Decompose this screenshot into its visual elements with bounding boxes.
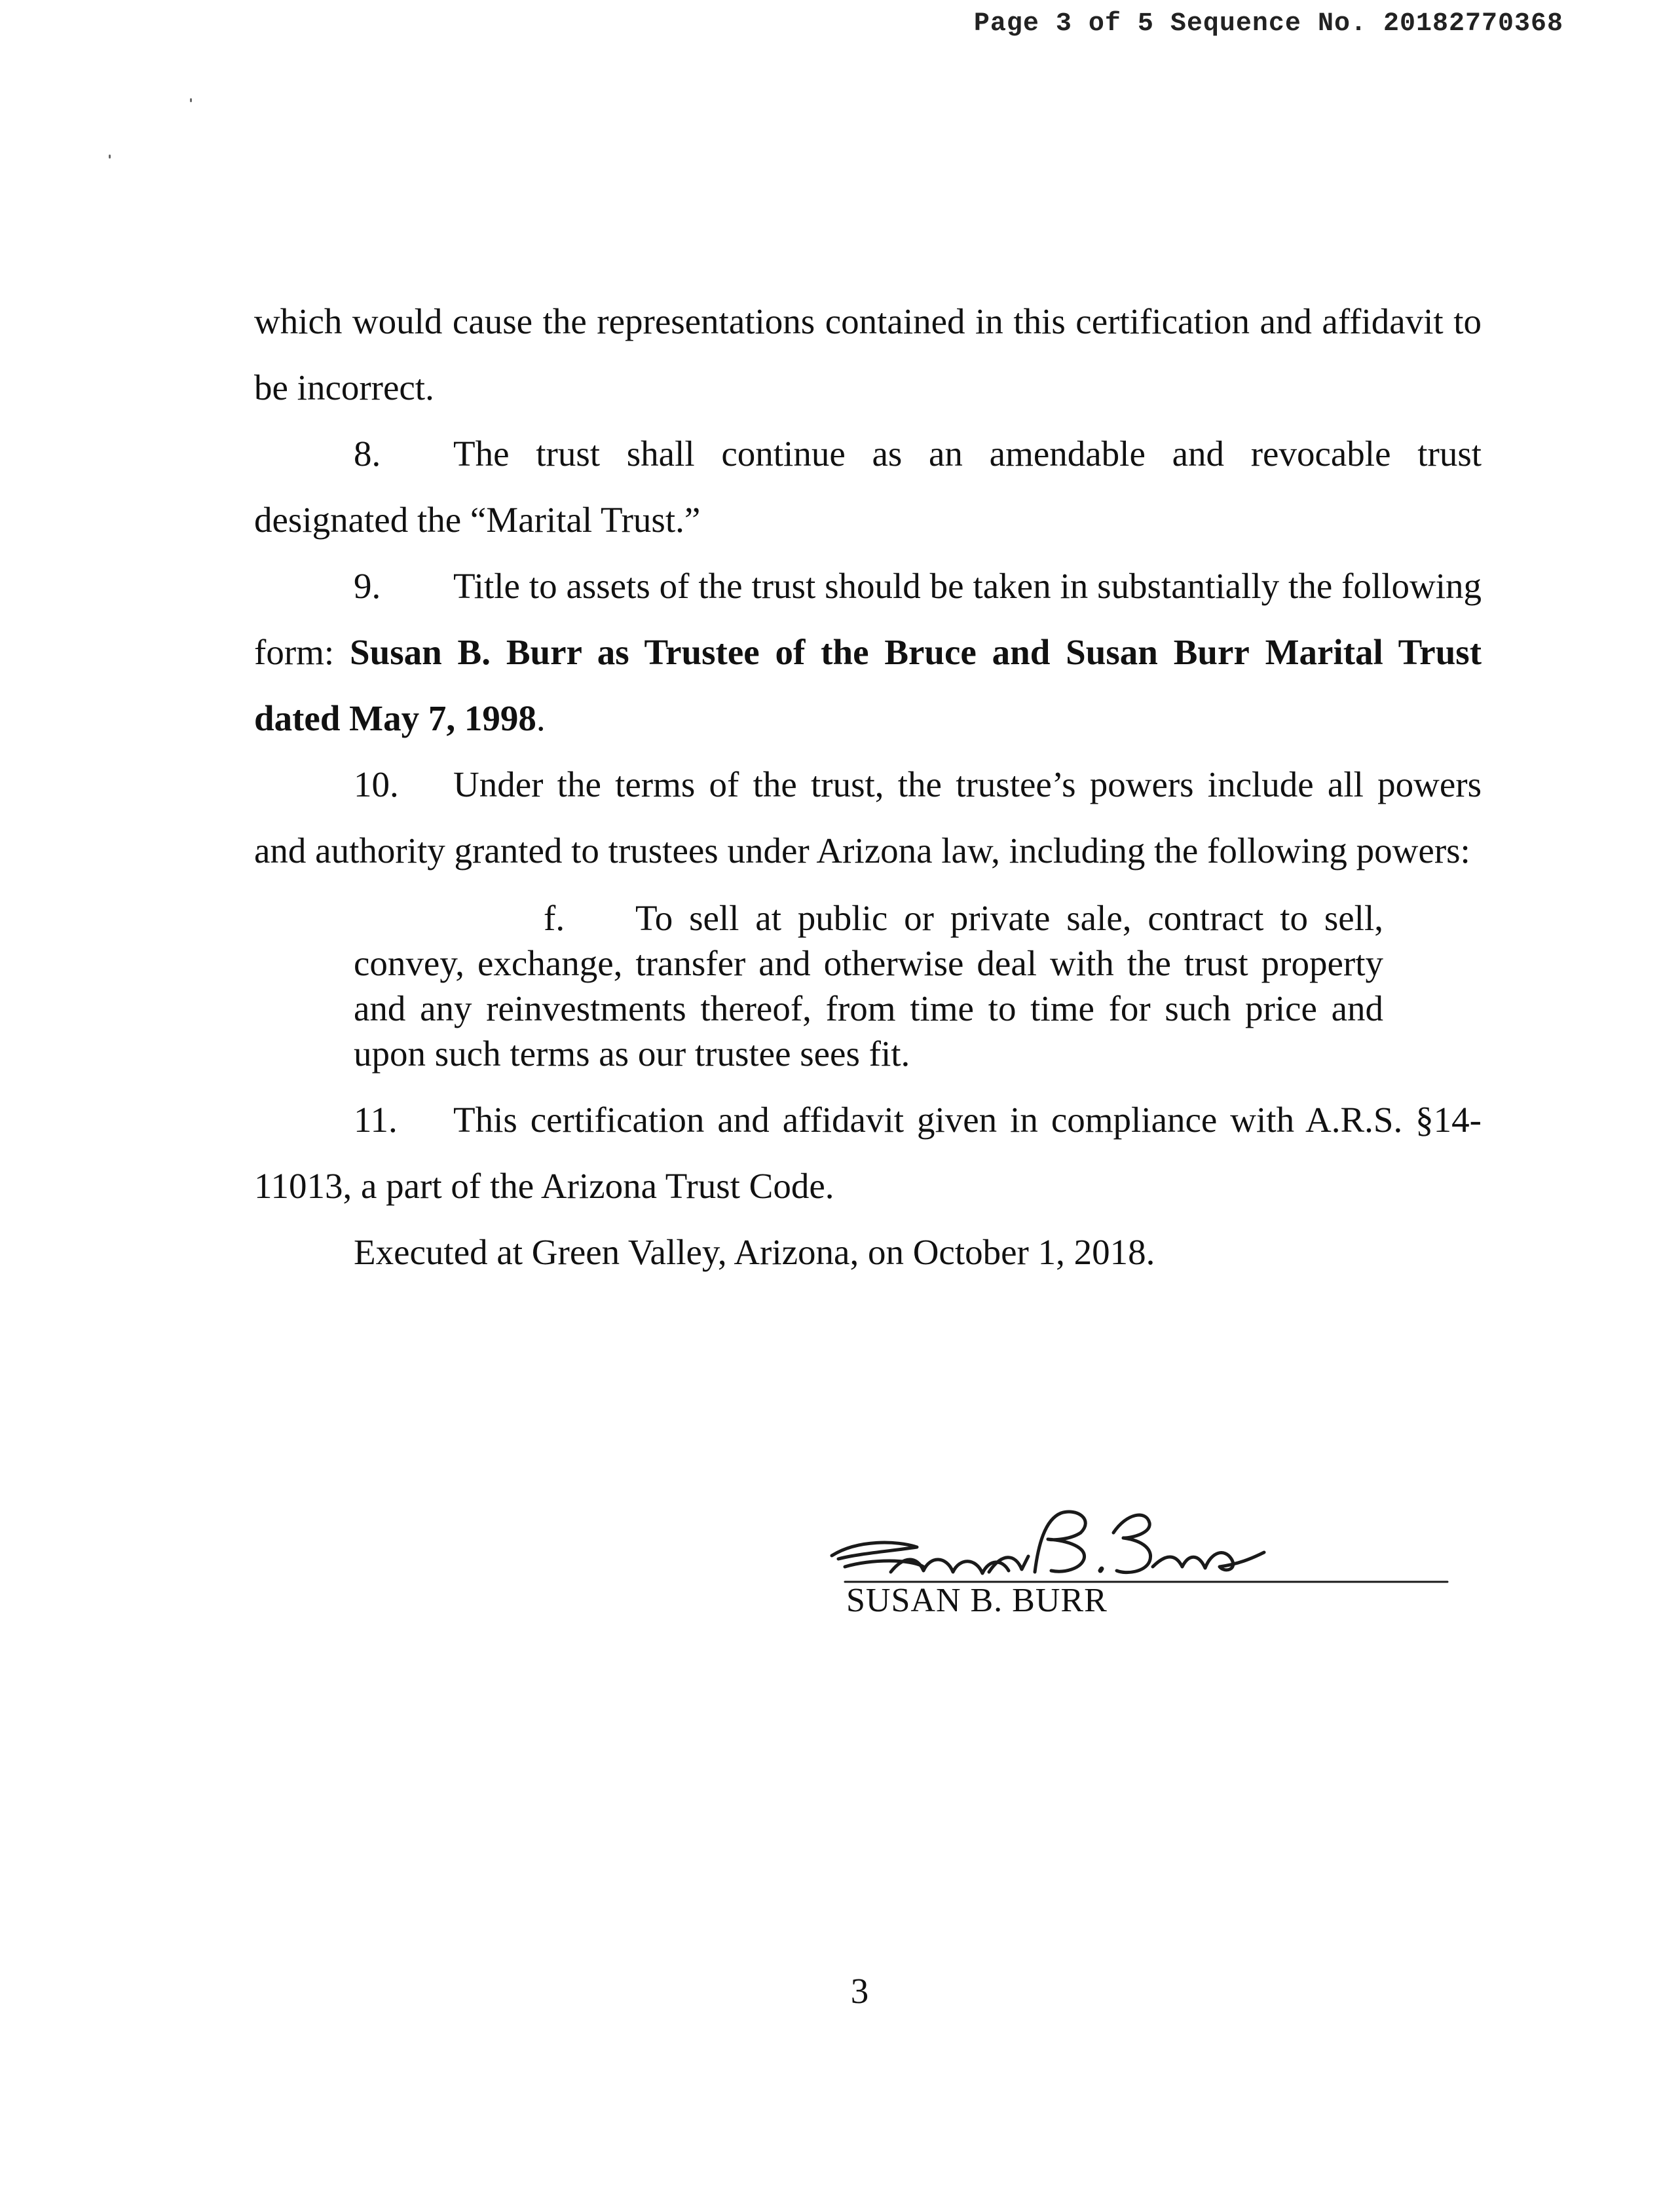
signer-name: SUSAN B. BURR (846, 1582, 1108, 1619)
paragraph-text: Under the terms of the trust, the trustee’s powers include all powers and authority granted to trustees under Arizona law, including the following powers: (254, 764, 1482, 870)
signature-block (819, 1493, 1461, 1637)
paragraph-10 (254, 751, 1482, 884)
paragraph-number: 9. (354, 566, 381, 606)
document-body (254, 288, 1482, 1285)
paragraph-number: 8. (354, 434, 381, 474)
paragraph-number: 11. (354, 1100, 398, 1140)
paragraph-text: The trust shall continue as an amendable and revocable trust designated the “Marital Trust.” (254, 434, 1482, 540)
page-sequence-stamp: Page 3 of 5 Sequence No. 20182770368 (973, 9, 1563, 39)
paragraph-number: 10. (354, 764, 399, 804)
handwritten-signature (819, 1493, 1461, 1592)
executed-line: Executed at Green Valley, Arizona, on October 1, 2018. (354, 1232, 1155, 1272)
spacer (254, 1076, 1482, 1087)
trust-title-bold: Susan B. Burr as Trustee of the Bruce and Susan Burr (350, 632, 1250, 672)
scan-speck (109, 155, 111, 159)
scan-speck (190, 98, 192, 102)
paragraph-text: Title to assets of the trust should be taken in substantially the following form: (254, 566, 1482, 672)
paragraph-text: . (536, 698, 546, 738)
paragraph-8 (254, 421, 1482, 553)
trust-title-bold: Marital Trust dated May 7, 1998 (254, 632, 1482, 738)
paragraph-9 (254, 553, 1482, 751)
quote-item-letter: f. (544, 898, 565, 938)
paragraph-11 (254, 1087, 1482, 1219)
page-number: 3 (850, 1971, 869, 2011)
paragraph-text: This certification and affidavit given in compliance with A.R.S. §14-11013, a part of the Arizona Trust Code. (254, 1100, 1482, 1206)
paragraph-7-continuation: which would cause the representations contained in this certification and affidavit to be incorrect. (254, 301, 1482, 407)
quoted-power-f (354, 895, 1383, 1076)
quote-text: To sell at public or private sale, contract to sell, convey, exchange, transfer and otherwise deal with the trust property and any reinvestments thereof, from time to time for such price and upon such terms as our trustee sees fit. (354, 898, 1383, 1074)
